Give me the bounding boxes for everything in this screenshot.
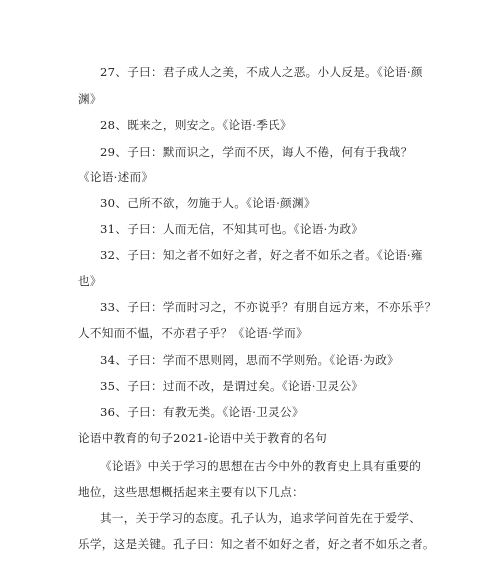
paragraph-2-line-1: 其一，关于学习的态度。孔子认为，追求学问首先在于爱学、	[100, 511, 422, 525]
paragraph-2-line-2: 乐学，这是关键。孔子曰：知之者不如好之者，好之者不如乐之者。	[78, 537, 435, 551]
quote-34: 34、子曰：学而不思则罔，思而不学则殆。《论语·为政》	[100, 353, 399, 367]
quote-29-line-1: 29、子曰：默而识之，学而不厌，诲人不倦，何有于我哉？	[100, 145, 413, 159]
quote-30: 30、己所不欲，勿施于人。《论语·颜渊》	[100, 196, 316, 210]
quote-32-line-1: 32、子曰：知之者不如好之者，好之者不如乐之者。《论语·雍	[100, 248, 423, 262]
paragraph-1-line-2: 地位，这些思想概括起来主要有以下几点：	[78, 485, 304, 499]
quote-27-line-1: 27、子曰：君子成人之美，不成人之恶。小人反是。《论语·颜	[100, 65, 423, 79]
quote-35: 35、子曰：过而不改，是谓过矣。《论语·卫灵公》	[100, 379, 364, 393]
quote-32-line-2: 也》	[78, 274, 102, 288]
quote-27-line-2: 渊》	[78, 92, 102, 106]
quote-33-line-1: 33、子曰：学而时习之，不亦说乎？有朋自远方来，不亦乐乎？	[100, 300, 437, 314]
quote-33-line-2: 人不知而不愠，不亦君子乎？《论语·学而》	[78, 326, 308, 340]
quote-36: 36、子曰：有教无类。《论语·卫灵公》	[100, 405, 304, 419]
section-heading: 论语中教育的句子2021-论语中关于教育的名句	[78, 431, 328, 445]
cut-off-next-line	[78, 558, 438, 566]
paragraph-1-line-1: 《论语》中关于学习的思想在古今中外的教育史上具有重要的	[100, 459, 422, 473]
quote-31: 31、子曰：人而无信，不知其可也。《论语·为政》	[100, 222, 364, 236]
quote-29-line-2: 《论语·述而》	[78, 170, 154, 184]
quote-28: 28、既来之，则安之。《论语·季氏》	[100, 118, 292, 132]
